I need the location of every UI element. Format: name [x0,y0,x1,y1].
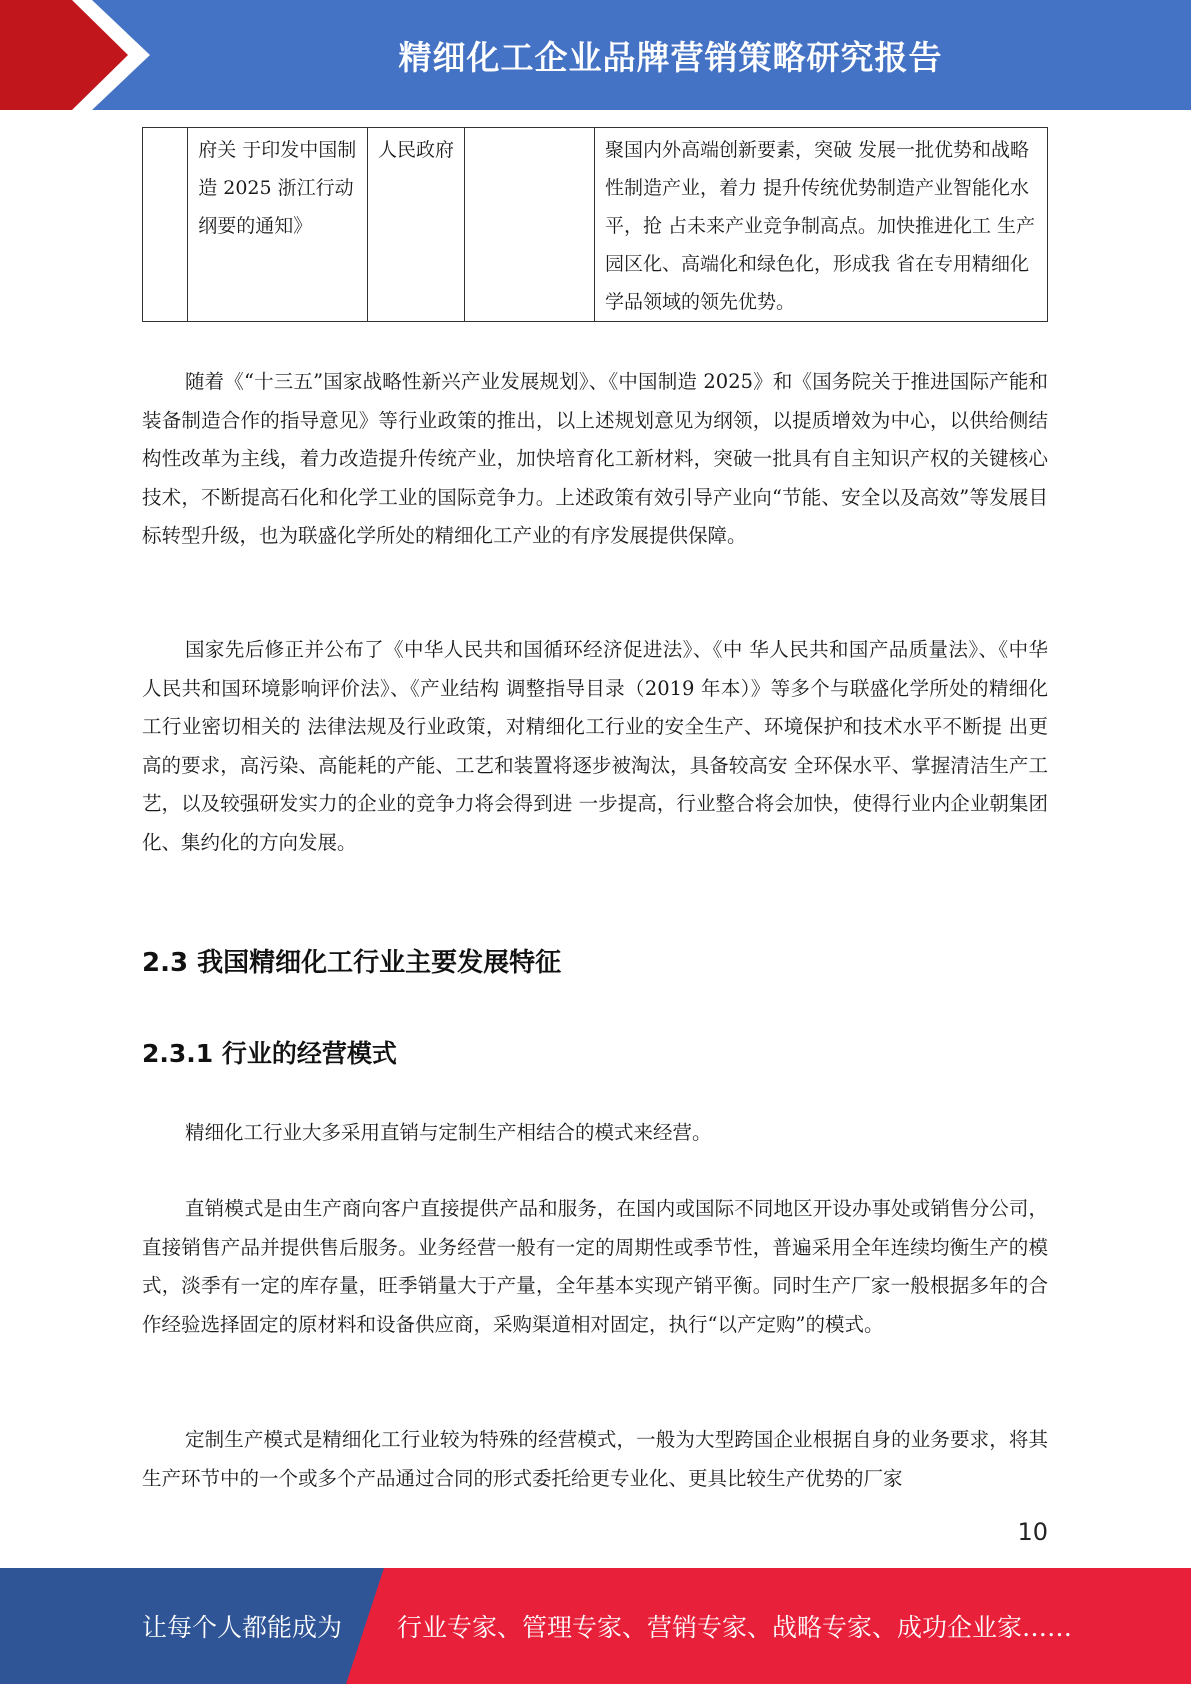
table-cell-date [465,128,595,322]
page-header [0,0,1191,110]
footer-slogan-right: 行业专家、管理专家、营销专家、战略专家、成功企业家…… [397,1613,1073,1642]
header-arrow-decoration [0,0,160,110]
page-number: 10 [1017,1518,1048,1546]
table-cell-document: 府关 于印发中国制造 2025 浙江行动纲要的通知》 [188,128,368,322]
table-cell-issuer: 人民政府 [367,128,464,322]
footer-slogan-left: 让每个人都能成为 [142,1613,343,1642]
section-heading: 2.3 我国精细化工行业主要发展特征 [142,948,562,978]
paragraph-direct-sales: 直销模式是由生产商向客户直接提供产品和服务，在国内或国际不同地区开设办事处或销售分公司，直接销售产品并提供售后服务。业务经营一般有一定的周期性或季节性，普遍采用全年连续均衡生产的模式，淡季有一定的库存量，旺季销量大于产量，全年基本实现产销平衡。同时生产厂家一般根据多年的合作经验选择固定的原材料和设备供应商，采购渠道相对固定，执行“以产定购”的模式。 [142,1197,1048,1336]
table-cell-content: 聚国内外高端创新要素，突破 发展一批优势和战略性制造产业，着力 提升传统优势制造产业智能化水平，抢 占未来产业竞争制高点。加快推进化工 生产园区化、高端化和绿色化，形成我 省在专用精细化学品领域的领先优势。 [594,128,1047,322]
policy-table [142,127,1048,322]
report-title: 精细化工企业品牌营销策略研究报告 [398,37,943,77]
subsection-heading: 2.3.1 行业的经营模式 [142,1039,397,1068]
page-footer [0,1568,1191,1684]
paragraph-laws-regulations: 国家先后修正并公布了《中华人民共和国循环经济促进法》、《中 华人民共和国产品质量法》、《中华人民共和国环境影响评价法》、《产业结构 调整指导目录（2019 年本）》等多个与联盛化学所处的精细化工行业密切相关的 法律法规及行业政策，对精细化工行业的安全生产、环境保护和技术水平不断提 出更高的要求，高污染、高能耗的产能、工艺和装置将逐步被淘汰，具备较高安 全环保水平、掌握清洁生产工艺，以及较强研发实力的企业的竞争力将会得到进 一步提高，行业整合将会加快，使得行业内企业朝集团化、集约化的方向发展。 [142,638,1048,854]
table-row [143,128,1048,322]
paragraph-custom-production: 定制生产模式是精细化工行业较为特殊的经营模式，一般为大型跨国企业根据自身的业务要求，将其生产环节中的一个或多个产品通过合同的形式委托给更专业化、更具比较生产优势的厂家 [142,1428,1048,1490]
table-cell-index [143,128,188,322]
paragraph-business-mode: 精细化工行业大多采用直销与定制生产相结合的模式来经营。 [185,1121,712,1144]
paragraph-policy-impact: 随着《“十三五”国家战略性新兴产业发展规划》、《中国制造 2025》和《国务院关于推进国际产能和装备制造合作的指导意见》等行业政策的推出，以上述规划意见为纲领，以提质增效为中心，以供给侧结构性改革为主线，着力改造提升传统产业，加快培育化工新材料，突破一批具有自主知识产权的关键核心技术，不断提高石化和化学工业的国际竞争力。上述政策有效引导产业向“节能、安全以及高效”等发展目标转型升级，也为联盛化学所处的精细化工产业的有序发展提供保障。 [142,370,1048,547]
